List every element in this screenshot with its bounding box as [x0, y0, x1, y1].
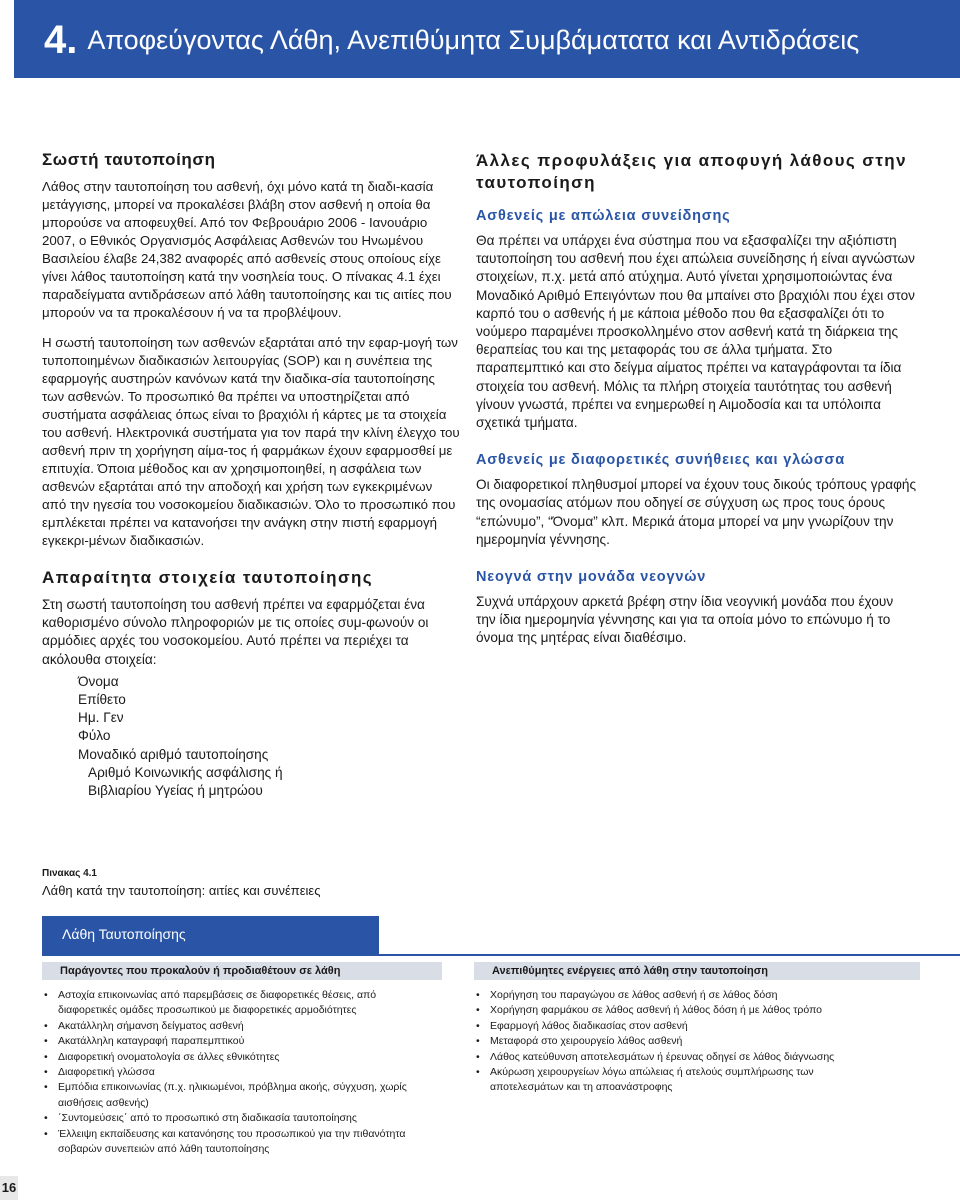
chapter-title [44, 18, 859, 63]
list-item: • Εφαρμογή λάθος διαδικασίας στον ασθενή [474, 1019, 870, 1034]
list-item: • Μεταφορά στο χειρουργείο λάθος ασθενή [474, 1034, 870, 1049]
list-item: Επίθετο [78, 692, 126, 708]
list-item: Μοναδικό αριθμό ταυτοποίησης [78, 746, 269, 762]
chapter-title-text: Αποφεύγοντας Λάθη, Ανεπιθύμητα Συμβάματατα και Αντιδράσεις [87, 25, 860, 55]
table-column-header-consequences: Ανεπιθύμητες ενέργειες από λάθη στην ταυτοποίηση [474, 962, 920, 980]
list-item: Αριθμό Κοινωνικής ασφάλισης ή [88, 764, 283, 780]
list-item: • Ακατάλληλη σήμανση δείγματος ασθενή [42, 1019, 422, 1034]
section-paragraph: Οι διαφορετικοί πληθυσμοί μπορεί να έχουν τους δικούς τρόπους γραφής της ονομασίας ατόμων που οδηγεί σε σύγχυση ως προς τους όρους “επώνυμο”, “Όνομα” κλπ. Μερικά άτομα μπορεί να μην γνωρίζουν την ημερομηνία γέννησης. [476, 477, 917, 547]
subsection-title: Ασθενείς με απώλεια συνείδησης [476, 208, 731, 224]
list-item: • Χορήγηση φαρμάκου σε λάθος ασθενή ή λάθος δόση ή με λάθος τρόπο [474, 1003, 870, 1018]
list-item: • Ακύρωση χειρουργείων λόγω απώλειας ή ατελούς συμπλήρωσης των αποτελεσμάτων και τη αποανάστροφης [474, 1065, 870, 1096]
consequences-list [474, 988, 870, 1096]
causes-list [42, 988, 422, 1157]
list-item: • Διαφορετική γλώσσα [42, 1065, 422, 1080]
section-paragraph: Στη σωστή ταυτοποίηση του ασθενή πρέπει να εφαρμόζεται ένα καθορισμένο σύνολο πληροφοριών με τις οποίες συμ-φωνούν οι αρμόδιες αρχές του νοσοκομείου. Αυτό πρέπει να περιέχει τα ακόλουθα στοιχεία: [42, 597, 429, 667]
table-caption-label: Πινακας 4.1 [42, 868, 97, 879]
table-caption-text: Λάθη κατά την ταυτοποίηση: αιτίες και συνέπειες [42, 883, 321, 898]
table-title-bar [42, 916, 379, 954]
list-item: • Διαφορετική ονοματολογία σε άλλες εθνικότητες [42, 1050, 422, 1065]
chapter-number: 4. [44, 18, 78, 62]
table-title: Λάθη Ταυτοποίησης [62, 926, 186, 942]
left-column [42, 150, 460, 800]
section-title-correct-identification: Σωστή ταυτοποίηση [42, 150, 216, 169]
list-item: Όνομα [78, 673, 119, 689]
list-item: • Ακατάλληλη καταγραφή παραπεμπτικού [42, 1034, 422, 1049]
identification-items-list [78, 673, 460, 800]
list-item: • Εμπόδια επικοινωνίας (π.χ. ηλικιωμένοι, πρόβλημα ακοής, σύγχυση, χωρίς αισθήσεις ασθενής) [42, 1080, 422, 1111]
table-column-header-causes: Παράγοντες που προκαλούν ή προδιαθέτουν σε λάθη [42, 962, 442, 980]
list-item: • ΄Συντομεύσεις΄ από το προσωπικό στη διαδικασία ταυτοποίησης [42, 1111, 422, 1126]
list-item: Φύλο [78, 728, 111, 744]
list-item: Ημ. Γεν [78, 710, 124, 726]
table-caption [42, 868, 320, 898]
table-divider [42, 954, 960, 956]
right-column [476, 150, 916, 660]
section-paragraph: Θα πρέπει να υπάρχει ένα σύστημα που να εξασφαλίζει την αξιόπιστη ταυτοποίηση του ασθενή που έχει απώλεια συνείδησης ή είναι αγνώστων στοιχείων, π.χ. μετά από ατύχημα. Αυτό γίνεται χρησιμοποιώντας ένα Μοναδικό Αριθμό Επειγόντων που θα μπαίνει στο βραχιόλι που έχει στον καρπό του ο ασθενής ή με κάποια μέθοδο που θα εξασφαλίζει ότι το νούμερο παραμένει προσκολλημένο στον ασθενή κατά τη διάρκεια της θεραπείας του και της μεταφοράς του σε άλλα τμήματα. Στο παραπεμπτικό και στο δείγμα αίματος πρέπει να καταγράφονται τα ίδια στοιχεία του ασθενή. Μόλις τα πλήρη στοιχεία ταυτότητας του ασθενή γίνουν γνωστά, πρέπει να ενημερωθεί η Αιμοδοσία και τα υπόλοιπα σχετικά τμήματα. [476, 233, 915, 431]
list-item: • Έλλειψη εκπαίδευσης και κατανόησης του προσωπικού για την πιθανότητα σοβαρών συνεπειών από λάθη ταυτοποίησης [42, 1127, 422, 1158]
list-item: Βιβλιαρίου Υγείας ή μητρώου [88, 783, 263, 799]
section-paragraph: Συχνά υπάρχουν αρκετά βρέφη στην ίδια νεογνική μονάδα που έχουν την ίδια ημερομηνία γέννησης και για τα οποία μόνο το επώνυμο ή το όνομα της μητέρας είναι διαθέσιμο. [476, 594, 894, 646]
chapter-header [14, 0, 960, 78]
list-item: • Χορήγηση του παραγώγου σε λάθος ασθενή ή σε λάθος δόση [474, 988, 870, 1003]
section-title-other-precautions: Άλλες προφυλάξεις για αποφυγή λάθους στην ταυτοποίηση [476, 151, 907, 192]
page-number: 16 [0, 1176, 18, 1200]
list-item: • Αστοχία επικοινωνίας από παρεμβάσεις σε διαφορετικές θέσεις, από διαφορετικές ομάδες προσωπικού με διαφορετικές αρμοδιότητες [42, 988, 422, 1019]
subsection-title: Ασθενείς με διαφορετικές συνήθειες και γλώσσα [476, 452, 845, 469]
section-paragraph: Λάθος στην ταυτοποίηση του ασθενή, όχι μόνο κατά τη διαδι-κασία μετάγγισης, μπορεί να προκαλέσει βλάβη στον ασθενή η οποία θα μπορούσε να αποφευχθεί. Από τον Φεβρουάριο 2006 - Ιανουάριο 2007, ο Εθνικός Οργανισμός Ασφάλειας Ασθενών του Ηνωμένου Βασιλείου έλαβε 24,382 αναφορές από ασθενείς στους οποίους είχε γίνει λάθος ταυτοποίηση κατά την νοσηλεία τους. Ο πίνακας 4.1 έχει παραδείγματα αντιδράσεων από λάθη ταυτοποίησης και τις αιτίες που μπορούν να τα προκαλέσουν ή να τα προβλέψουν. [42, 179, 452, 320]
subsection-title: Νεογνά στην μονάδα νεογνών [476, 569, 707, 586]
section-title-required-elements: Απαραίτητα στοιχεία ταυτοποίησης [42, 568, 373, 587]
list-item: • Λάθος κατεύθυνση αποτελεσμάτων ή έρευνας οδηγεί σε λάθος διάγνωσης [474, 1050, 870, 1065]
section-paragraph: Η σωστή ταυτοποίηση των ασθενών εξαρτάται από την εφαρ-μογή των τυποποιημένων διαδικασιών λειτουργίας (SOP) και η συνέπεια της εφαρμογής αυστηρών κανόνων κατά την διαδικα-σία ταυτοποίησης των ασθενών. Το προσωπικό θα πρέπει να υποστηρίζεται από συστήματα ασφάλειας όπως είναι το βραχιόλι ή κάρτες με τα στοιχεία του ασθενή. Ηλεκτρονικά συστήματα για τον παρά την κλίνη έλεγχο του ασθενή πριν τη χορήγηση αίμα-τος ή φαρμάκων έχουν εφαρμοσθεί με επιτυχία. Όποια μέθοδος και αν χρησιμοποιηθεί, η ασφάλεια των ασθενών εξαρτάται από την αποδοχή και χρήση των εγκεκριμένων από την ηγεσία του νοσοκομείου διαδικασιών. Όλο το προσωπικό που εμπλέκεται πρέπει να κατανοήσει την ανάγκη στην πιστή εφαρμογή εγκεκρι-μένων διαδικασιών. [42, 335, 460, 548]
